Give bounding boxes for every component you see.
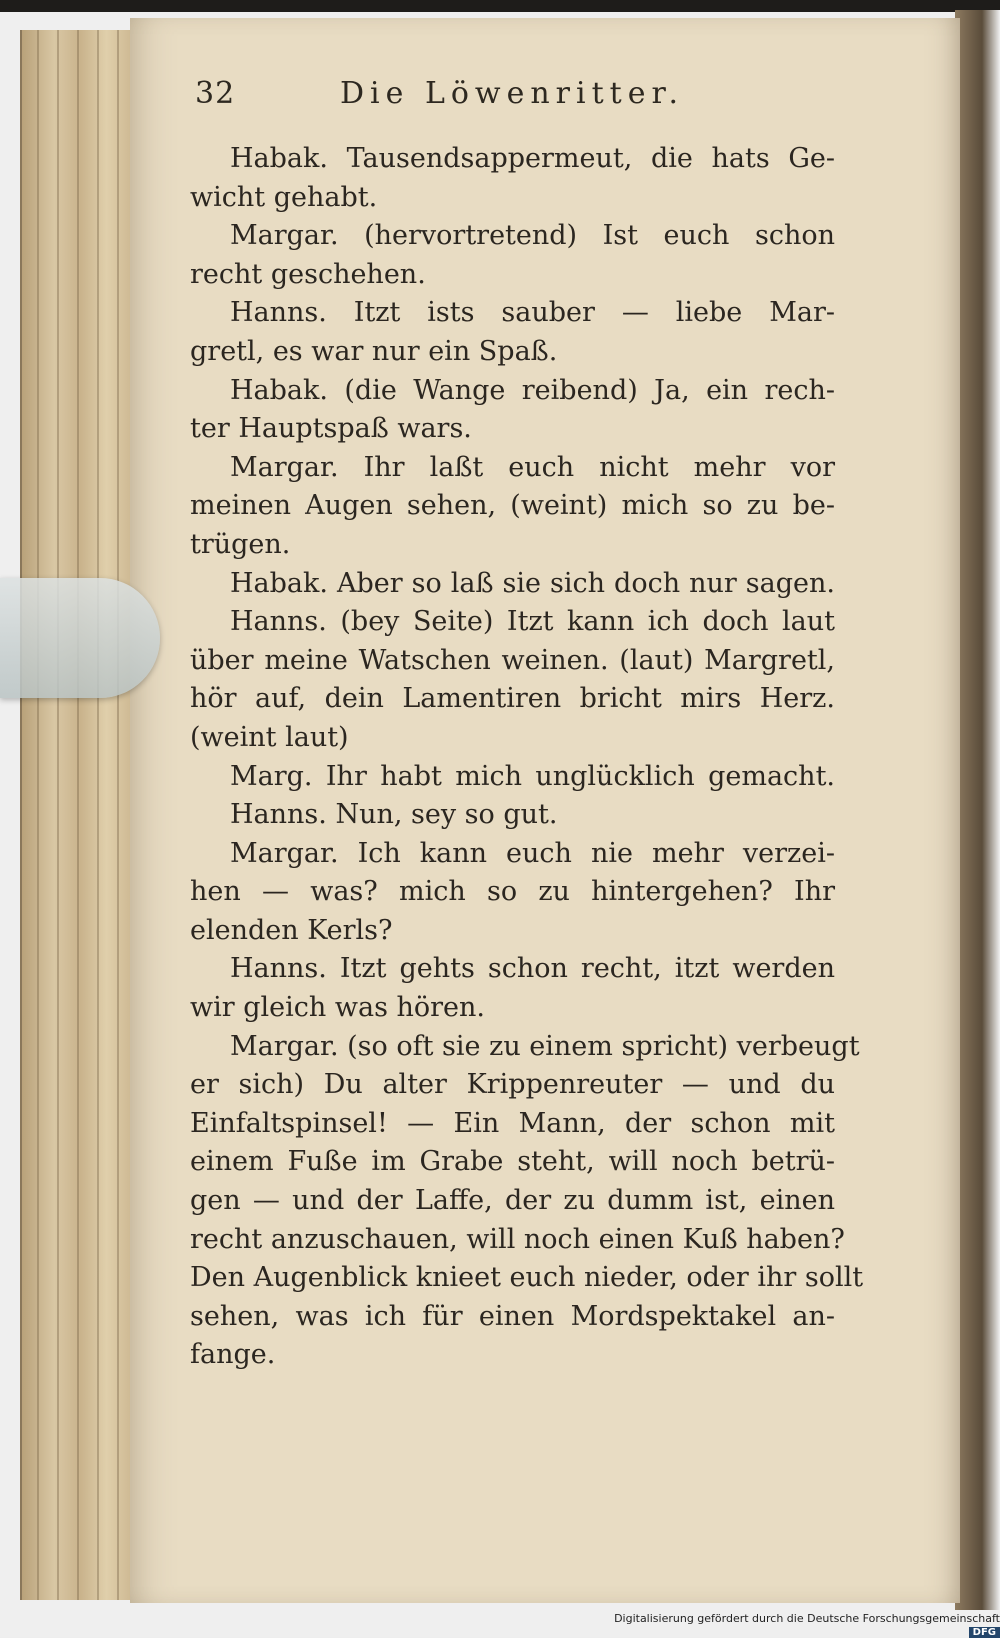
text-line: recht anzuschauen, will noch einen Kuß haben? [190,1223,845,1255]
text-line: er sich) Du alter Krippenreuter — und du [190,1069,835,1101]
text-line: wicht gehabt. [190,181,378,213]
text-line: (weint laut) [190,721,349,753]
footer-text: Digitalisierung gefördert durch die Deutsche Forschungsgemeinschaft [614,1612,1000,1625]
text-line: Margar. Ihr laßt euch nicht mehr vor [230,451,835,483]
text-line: elenden Kerls? [190,914,393,946]
text-line: meinen Augen sehen, (weint) mich so zu be- [190,490,835,522]
text-block [190,140,864,1375]
text-line: fange. [190,1339,276,1371]
text-line: recht geschehen. [190,258,426,290]
text-line: einem Fuße im Grabe steht, will noch betrü- [190,1146,835,1178]
text-line: Margar. (so oft sie zu einem spricht) verbeugt [230,1030,860,1062]
text-line: Habak. Aber so laß sie sich doch nur sagen. [230,567,835,599]
text-line: Hanns. (bey Seite) Itzt kann ich doch laut [230,606,835,638]
page-header [195,70,835,120]
text-line: gen — und der Laffe, der zu dumm ist, einen [190,1185,835,1217]
text-line: Einfaltspinsel! — Ein Mann, der schon mit [190,1107,835,1139]
footer-credit [580,1612,1000,1638]
text-line: Den Augenblick knieet euch nieder, oder ihr sollt [190,1262,864,1294]
page-number: 32 [195,76,236,111]
text-line: trügen. [190,528,291,560]
text-line: Habak. (die Wange reibend) Ja, ein rech- [230,374,835,406]
text-line: Hanns. Nun, sey so gut. [230,799,558,831]
text-line: Margar. Ich kann euch nie mehr verzei- [230,837,835,869]
text-line: Habak. Tausendsappermeut, die hats Ge- [230,143,835,174]
text-line: gretl, es war nur ein Spaß. [190,335,558,367]
text-line: wir gleich was hören. [190,992,486,1024]
text-line: Hanns. Itzt ists sauber — liebe Mar- [230,297,835,329]
text-line: sehen, was ich für einen Mordspektakel an- [190,1300,835,1332]
text-line: ter Hauptspaß wars. [190,413,472,445]
running-title: Die Löwenritter. [340,76,685,111]
text-line: über meine Watschen weinen. (laut) Margretl, [190,644,835,676]
text-line: Margar. (hervortretend) Ist euch schon [230,220,835,252]
dfg-logo: DFG [969,1627,1000,1638]
text-line: hen — was? mich so zu hintergehen? Ihr [190,876,835,908]
text-line: Hanns. Itzt gehts schon recht, itzt werden [230,953,835,985]
text-line: hör auf, dein Lamentiren bricht mirs Herz. [190,683,835,715]
scan-top-border [0,0,1000,12]
book-clip [0,578,160,698]
text-line: Marg. Ihr habt mich unglücklich gemacht. [230,760,835,792]
book-right-edge [955,10,1000,1610]
